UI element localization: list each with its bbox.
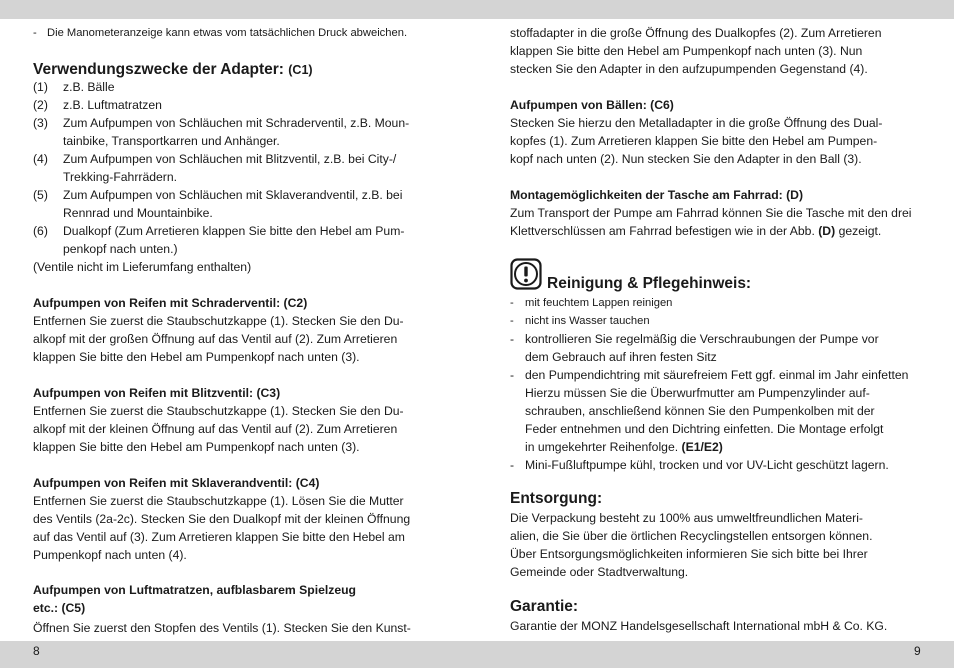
section-heading: Aufpumpen von Reifen mit Sklaverandventil: (C4) xyxy=(33,476,320,490)
bag-heading: Montagemöglichkeiten der Tasche am Fahrrad: (D) xyxy=(510,188,804,202)
section-text-line: Entfernen Sie zuerst die Staubschutzkappe (1). Lösen Sie die Mutter xyxy=(33,494,404,508)
section-text-line: Entfernen Sie zuerst die Staubschutzkappe (1). Stecken Sie den Du- xyxy=(33,314,404,328)
section-text-line: Pumpenkopf nach unten (4). xyxy=(33,548,187,562)
section-heading-c5-line2: etc.: (C5) xyxy=(33,601,86,615)
adapter-heading: Verwendungszwecke der Adapter: (C1) xyxy=(33,61,313,78)
warranty-heading: Garantie: xyxy=(510,598,579,615)
section-text-line: klappen Sie bitte den Hebel am Pumpenkopf nach unten (3). xyxy=(33,440,360,454)
section-text-line: auf das Ventil auf (3). Zum Arretieren klappen Sie bitte den Hebel am xyxy=(33,530,405,544)
care-item-text: den Pumpendichtring mit säurefreiem Fett ggf. einmal im Jahr einfetten xyxy=(525,368,909,382)
care-item-text: Mini-Fußluftpumpe kühl, trocken und vor UV-Licht geschützt lagern. xyxy=(525,458,889,472)
adapter-item-text: tainbike, Transportkarren und Anhänger. xyxy=(63,134,280,148)
care-item-text: kontrollieren Sie regelmäßig die Verschraubungen der Pumpe vor xyxy=(525,332,879,346)
adapter-item-text: Rennrad und Mountainbike. xyxy=(63,206,213,220)
page-number-left: 8 xyxy=(33,644,40,658)
care-item-text-pre: in umgekehrter Reihenfolge. xyxy=(525,440,679,454)
section-text-line: Entfernen Sie zuerst die Staubschutzkappe (1). Stecken Sie den Du- xyxy=(33,404,404,418)
care-item-dash: - xyxy=(510,315,514,327)
header-band xyxy=(0,0,954,19)
disposal-heading: Entsorgung: xyxy=(510,490,603,507)
continuation-line: stoffadapter in die große Öffnung des Dualkopfes (2). Zum Arretieren xyxy=(510,26,882,40)
bag-text-line2: Klettverschlüssen am Fahrrad befestigen wie in der Abb. (D) gezeigt. xyxy=(510,224,882,238)
adapter-item-number: (2) xyxy=(33,98,48,112)
adapter-item-text: penkopf nach unten.) xyxy=(63,242,178,256)
ball-text-line: kopfes (1). Zum Arretieren klappen Sie bitte den Hebel am Pumpen- xyxy=(510,134,878,148)
bag-text-line1: Zum Transport der Pumpe am Fahrrad können Sie die Tasche mit den drei xyxy=(510,206,912,220)
disposal-text-line: Gemeinde oder Stadtverwaltung. xyxy=(510,565,689,579)
section-heading: Aufpumpen von Reifen mit Blitzventil: (C3) xyxy=(33,386,281,400)
adapter-item-text: z.B. Bälle xyxy=(63,80,115,94)
adapter-item-number: (5) xyxy=(33,188,48,202)
section-text-line: alkopf mit der kleinen Öffnung auf das Ventil auf (2). Zum Arretieren xyxy=(33,422,398,436)
section-text-line: alkopf mit der großen Öffnung auf das Ventil auf (2). Zum Arretieren xyxy=(33,332,398,346)
adapter-item-text: z.B. Luftmatratzen xyxy=(63,98,162,112)
section-text-c5: Öffnen Sie zuerst den Stopfen des Ventils (1). Stecken Sie den Kunst- xyxy=(33,621,411,635)
care-item-dash: - xyxy=(510,332,515,346)
care-item-text: mit feuchtem Lappen reinigen xyxy=(525,297,673,309)
section-heading: Aufpumpen von Reifen mit Schraderventil: (C2) xyxy=(33,296,308,310)
adapter-item-text: Zum Aufpumpen von Schläuchen mit Schraderventil, z.B. Moun- xyxy=(63,116,410,130)
ball-text-line: kopf nach unten (2). Nun stecken Sie den Adapter in den Ball (3). xyxy=(510,152,862,166)
adapter-note: (Ventile nicht im Lieferumfang enthalten) xyxy=(33,260,252,274)
adapter-item-number: (4) xyxy=(33,152,48,166)
care-item-text: nicht ins Wasser tauchen xyxy=(525,315,650,327)
adapter-item-text: Trekking-Fahrrädern. xyxy=(63,170,178,184)
adapter-item-number: (6) xyxy=(33,224,48,238)
care-item-text: dem Gebrauch auf ihren festen Sitz xyxy=(525,350,717,364)
care-item-text: Hierzu müssen Sie die Überwurfmutter am Pumpenzylinder auf- xyxy=(525,386,870,400)
adapter-item-number: (3) xyxy=(33,116,48,130)
disposal-text-line: Die Verpackung besteht zu 100% aus umweltfreundlichen Materi- xyxy=(510,511,863,525)
care-heading: Reinigung & Pflegehinweis: xyxy=(547,275,752,292)
continuation-line: klappen Sie bitte den Hebel am Pumpenkopf nach unten (3). Nun xyxy=(510,44,863,58)
ball-text-line: Stecken Sie hierzu den Metalladapter in die große Öffnung des Dual- xyxy=(510,116,883,130)
adapter-item-text: Dualkopf (Zum Arretieren klappen Sie bitte den Hebel am Pum- xyxy=(63,224,405,238)
care-item-text xyxy=(525,438,723,456)
ball-heading: Aufpumpen von Bällen: (C6) xyxy=(510,98,674,112)
adapter-item-text: Zum Aufpumpen von Schläuchen mit Blitzventil, z.B. bei City-/ xyxy=(63,152,397,166)
section-heading-c5-line1: Aufpumpen von Luftmatratzen, aufblasbarem Spielzeug xyxy=(33,583,357,597)
disposal-text-line: alien, die Sie über die örtlichen Recyclingstellen entsorgen können. xyxy=(510,529,873,543)
disposal-text-line: Über Entsorgungsmöglichkeiten informieren Sie sich bitte bei Ihrer xyxy=(510,547,868,561)
care-item-dash: - xyxy=(510,458,515,472)
page-number-right: 9 xyxy=(914,644,921,658)
adapter-item-text: Zum Aufpumpen von Schläuchen mit Sklaverandventil, z.B. bei xyxy=(63,188,403,202)
warranty-text: Garantie der MONZ Handelsgesellschaft International mbH & Co. KG. xyxy=(510,619,888,633)
exclamation-icon xyxy=(510,258,542,290)
section-text-line: des Ventils (2a-2c). Stecken Sie den Dualkopf mit der kleinen Öffnung xyxy=(33,512,411,526)
care-item-dash: - xyxy=(510,368,515,382)
section-text-line: klappen Sie bitte den Hebel am Pumpenkopf nach unten (3). xyxy=(33,350,360,364)
adapter-item-number: (1) xyxy=(33,80,48,94)
care-item-text: schrauben, anschließend können Sie den Pumpenkolben mit der xyxy=(525,404,875,418)
care-item-text: Feder entnehmen und den Dichtring einfetten. Die Montage erfolgt xyxy=(525,422,884,436)
continuation-line: stecken Sie den Adapter in den aufzupumpenden Gegenstand (4). xyxy=(510,62,868,76)
care-item-dash: - xyxy=(510,297,514,309)
footer-band xyxy=(0,641,954,668)
care-item-ref: (E1/E2) xyxy=(681,440,723,454)
